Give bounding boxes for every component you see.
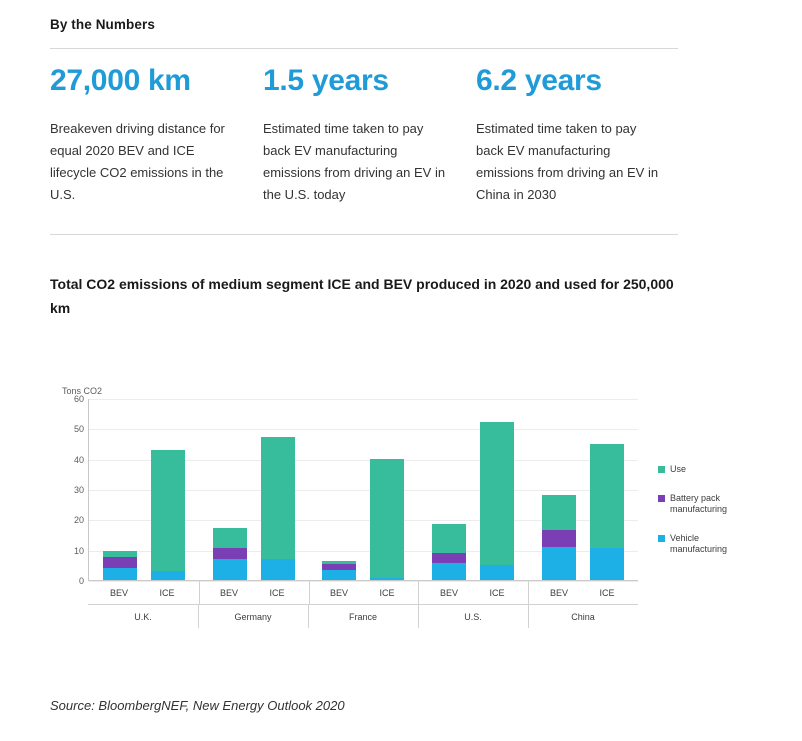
bar-segment-battery [103,557,137,568]
x-tick-label: ICE [489,588,505,598]
chart-title: Total CO2 emissions of medium segment ICE and BEV produced in 2020 and used for 250,000 km [50,276,674,316]
plot-area [73,394,638,586]
bar-segment-vehicle [542,547,576,580]
bar [151,450,185,580]
legend-label: Use [670,464,687,474]
bar-segment-use [370,459,404,579]
x-tick-label: BEV [439,588,458,598]
bar-series [89,399,638,580]
y-tick-label: 50 [73,424,84,435]
y-tick-label: 40 [73,454,84,465]
stat-description: Estimated time taken to pay back EV manufacturing emissions from driving an EV in the U.S. today [263,121,446,202]
x-tick-label: BEV [329,588,348,598]
legend-swatch-use [658,466,665,473]
group-label: U.S. [418,605,528,628]
x-label-group [308,582,418,604]
x-tick-label: ICE [379,588,395,598]
bar-group [199,399,309,580]
bar [322,561,356,580]
bar [213,528,247,580]
bar-segment-use [480,422,514,565]
bar-segment-use [151,450,185,571]
stat-card [263,64,476,206]
x-tick-label: BEV [109,588,128,598]
x-label-group [88,582,198,604]
legend-item-use [658,464,750,475]
stats-row [50,64,690,206]
bar [432,524,466,580]
bar-segment-vehicle [103,568,137,580]
y-tick-label: 10 [73,545,84,556]
legend-swatch-battery [658,495,665,502]
bar-segment-vehicle [590,548,624,580]
stat-card [50,64,263,206]
x-tick-label: BEV [549,588,568,598]
stat-value: 1.5 years [263,64,389,97]
bar-segment-use [590,444,624,549]
bar-segment-battery [542,530,576,547]
group-label: France [308,605,418,628]
group-label: China [528,605,638,628]
bar-segment-vehicle [151,571,185,580]
y-tick-label: 60 [73,394,84,404]
stat-description: Estimated time taken to pay back EV manufacturing emissions from driving an EV in China in 2030 [476,121,659,202]
stat-value: 27,000 km [50,64,191,97]
stat-card [476,64,689,206]
bar [103,551,137,580]
bar [542,495,576,580]
legend-swatch-vehicle [658,535,665,542]
bar-segment-use [432,524,466,553]
chart [50,386,750,646]
x-tick-label: ICE [269,588,285,598]
bar [590,444,624,581]
divider-top [50,48,678,49]
bar-group [418,399,528,580]
bar-segment-vehicle [480,565,514,580]
x-tick-label: ICE [599,588,615,598]
bar [370,459,404,580]
bar-segment-vehicle [261,559,295,580]
source-note: Source: BloombergNEF, New Energy Outlook 2020 [50,698,345,713]
x-label-group [198,582,308,604]
x-tick-label: ICE [159,588,175,598]
divider-bottom [50,234,678,235]
page-title: By the Numbers [50,17,155,32]
bar-segment-battery [432,553,466,564]
y-tick-label: 30 [73,485,84,495]
y-tick-label: 0 [78,576,84,586]
stat-description: Breakeven driving distance for equal 2020 BEV and ICE lifecycle CO2 emissions in the U.S. [50,121,225,202]
bar-segment-vehicle [322,570,356,580]
bar-group [528,399,638,580]
group-label: U.K. [134,612,152,622]
x-tick-label: BEV [219,588,238,598]
x-label-group [418,582,528,604]
legend-label: Battery pack manufacturing [670,493,728,514]
bar-segment-use [213,528,247,547]
bar-segment-vehicle [432,563,466,580]
x-axis-tick-labels [88,582,638,604]
group-label: Germany [198,605,308,628]
x-axis-group-labels [88,604,638,628]
chart-legend [658,464,750,573]
bar-segment-vehicle [370,578,404,580]
x-label-group [528,582,638,604]
y-tick-label: 20 [73,515,84,526]
legend-item-battery [658,493,750,515]
bar-segment-battery [213,548,247,559]
bar [480,422,514,580]
y-axis-label: Tons CO2 [62,386,103,396]
bar-segment-use [261,437,295,558]
stat-value: 6.2 years [476,64,602,97]
bar-group [309,399,419,580]
legend-item-vehicle [658,533,750,555]
bar-segment-use [542,495,576,530]
legend-label: Vehicle manufacturing [670,533,728,554]
bar-segment-vehicle [213,559,247,580]
bar-group [89,399,199,580]
bar [261,437,295,580]
